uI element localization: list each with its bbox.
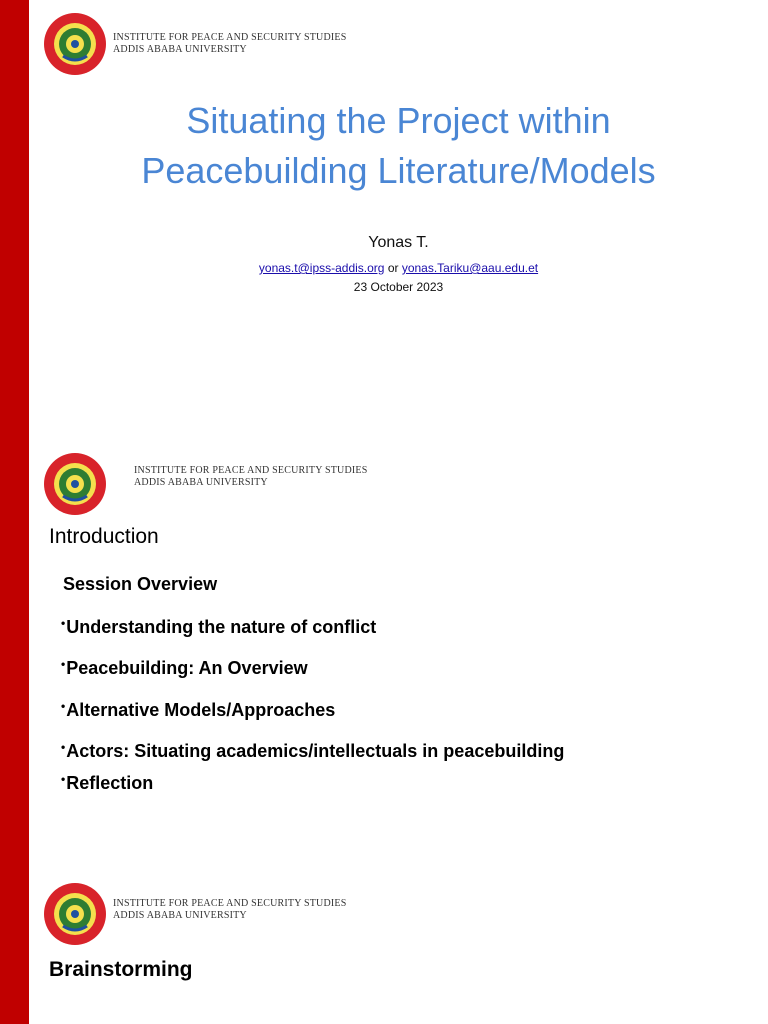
- slide-title: [29, 0, 768, 430]
- list-item: [61, 772, 153, 794]
- university-seal-logo: [43, 452, 107, 516]
- email-link-2[interactable]: yonas.Tariku@aau.edu.et: [401, 261, 539, 275]
- institute-line-2: ADDIS ABABA UNIVERSITY: [113, 44, 247, 55]
- email-separator: or: [384, 261, 402, 275]
- email-link-1[interactable]: yonas.t@ipss-addis.org: [258, 261, 385, 275]
- title-line-2: Peacebuilding Literature/Models: [141, 150, 656, 191]
- university-seal-logo: [43, 12, 107, 76]
- list-item-text: Alternative Models/Approaches: [66, 700, 336, 720]
- section-heading: [49, 958, 193, 982]
- bullet-glyph: •: [61, 657, 66, 671]
- institute-line-1: INSTITUTE FOR PEACE AND SECURITY STUDIES: [113, 32, 347, 43]
- institute-name: [113, 898, 346, 922]
- section-heading-text: Brainstorming: [49, 958, 193, 981]
- left-accent-bar: [0, 0, 29, 1024]
- bullet-glyph: •: [61, 699, 66, 713]
- slide-introduction: [29, 430, 768, 860]
- presentation-date: 23 October 2023: [353, 280, 444, 294]
- list-item-text: Reflection: [66, 773, 154, 793]
- institute-line-2: ADDIS ABABA UNIVERSITY: [113, 910, 247, 921]
- author-name: Yonas T.: [368, 234, 429, 251]
- slide-brainstorming: [29, 860, 768, 1024]
- title-line-1: Situating the Project within: [186, 100, 611, 141]
- institute-line-1: INSTITUTE FOR PEACE AND SECURITY STUDIES: [134, 465, 368, 476]
- contact-emails: [29, 261, 768, 275]
- list-item-text: Actors: Situating academics/intellectuals in peacebuilding: [66, 741, 565, 761]
- bullet-glyph: •: [61, 772, 66, 786]
- university-seal-logo: [43, 882, 107, 946]
- bullet-glyph: •: [61, 740, 66, 754]
- list-item: [61, 699, 335, 721]
- bullet-glyph: •: [61, 616, 66, 630]
- institute-name: [113, 32, 346, 56]
- list-item-text: Understanding the nature of conflict: [66, 617, 377, 637]
- presentation-title: [29, 96, 768, 196]
- institute-name: [134, 465, 367, 489]
- list-item-text: Peacebuilding: An Overview: [66, 658, 308, 678]
- institute-line-2: ADDIS ABABA UNIVERSITY: [134, 477, 268, 488]
- list-item: [61, 657, 308, 679]
- list-item: [61, 740, 564, 762]
- list-item: [61, 616, 376, 638]
- session-overview-heading: Session Overview: [63, 574, 218, 594]
- institute-line-1: INSTITUTE FOR PEACE AND SECURITY STUDIES: [113, 898, 347, 909]
- section-heading: Introduction: [49, 525, 159, 548]
